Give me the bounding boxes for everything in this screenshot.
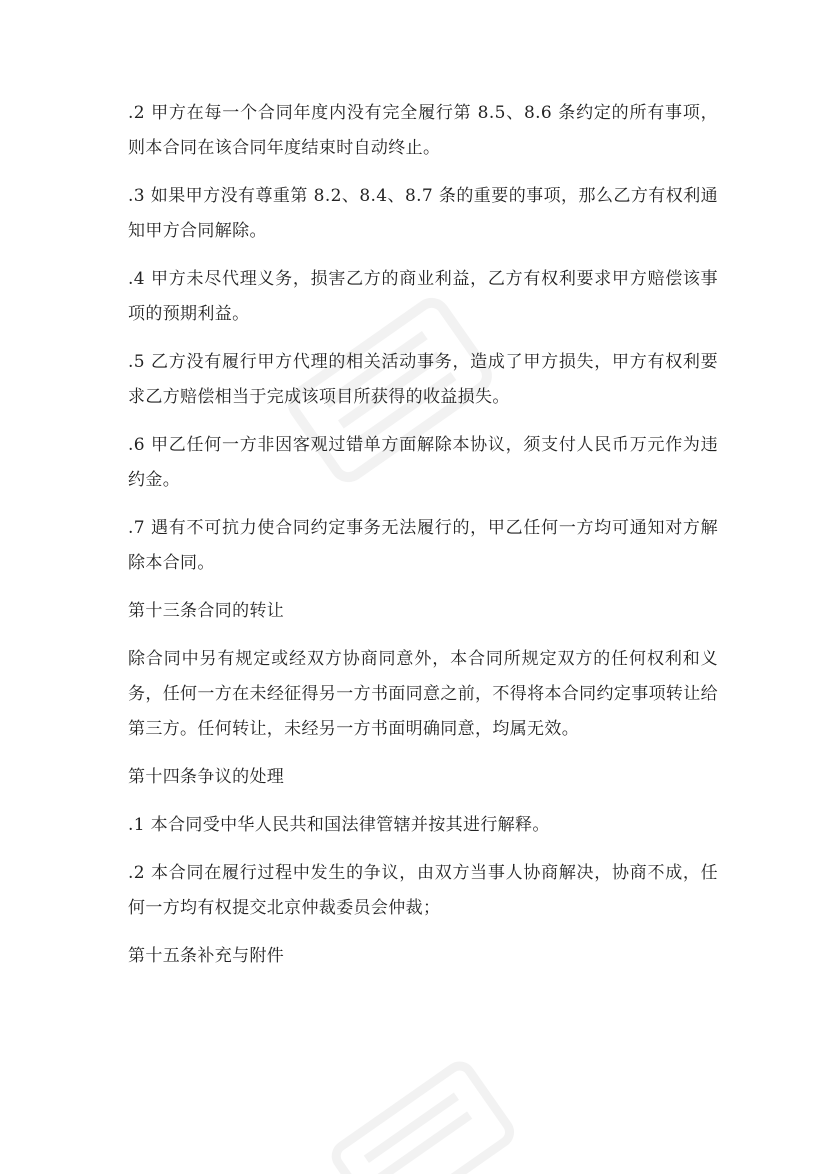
clause-paragraph: .2 本合同在履行过程中发生的争议，由双方当事人协商解决，协商不成，任何一方均有权提交北京仲裁委员会仲裁； [128, 863, 718, 918]
clause-paragraph: .5 乙方没有履行甲方代理的相关活动事务，造成了甲方损失，甲方有权利要求乙方赔偿相当于完成该项目所获得的收益损失。 [128, 352, 718, 407]
clause-paragraph: .4 甲方未尽代理义务，损害乙方的商业利益，乙方有权利要求甲方赔偿该事项的预期利益。 [128, 269, 718, 324]
watermark-stamp-icon-bottom [320, 1040, 520, 1174]
section-heading: 第十五条补充与附件 [128, 946, 285, 966]
clause-paragraph: 除合同中另有规定或经双方协商同意外，本合同所规定双方的任何权利和义务，任何一方在未经征得另一方书面同意之前，不得将本合同约定事项转让给第三方。任何转让，未经另一方书面明确同意，均属无效。 [128, 649, 718, 739]
section-heading: 第十三条合同的转让 [128, 601, 285, 621]
clause-paragraph: .6 甲乙任何一方非因客观过错单方面解除本协议，须支付人民币万元作为违约金。 [128, 435, 718, 490]
clause-paragraph: .1 本合同受中华人民共和国法律管辖并按其进行解释。 [128, 815, 550, 835]
section-heading: 第十四条争议的处理 [128, 767, 285, 787]
clause-paragraph: .3 如果甲方没有尊重第 8.2、8.4、8.7 条的重要的事项，那么乙方有权利通知甲方合同解除。 [128, 186, 718, 241]
clause-paragraph: .2 甲方在每一个合同年度内没有完全履行第 8.5、8.6 条约定的所有事项，则本合同在该合同年度结束时自动终止。 [128, 103, 718, 158]
clause-paragraph: .7 遇有不可抗力使合同约定事务无法履行的，甲乙任何一方均可通知对方解除本合同。 [128, 518, 718, 573]
document-body [128, 96, 718, 987]
